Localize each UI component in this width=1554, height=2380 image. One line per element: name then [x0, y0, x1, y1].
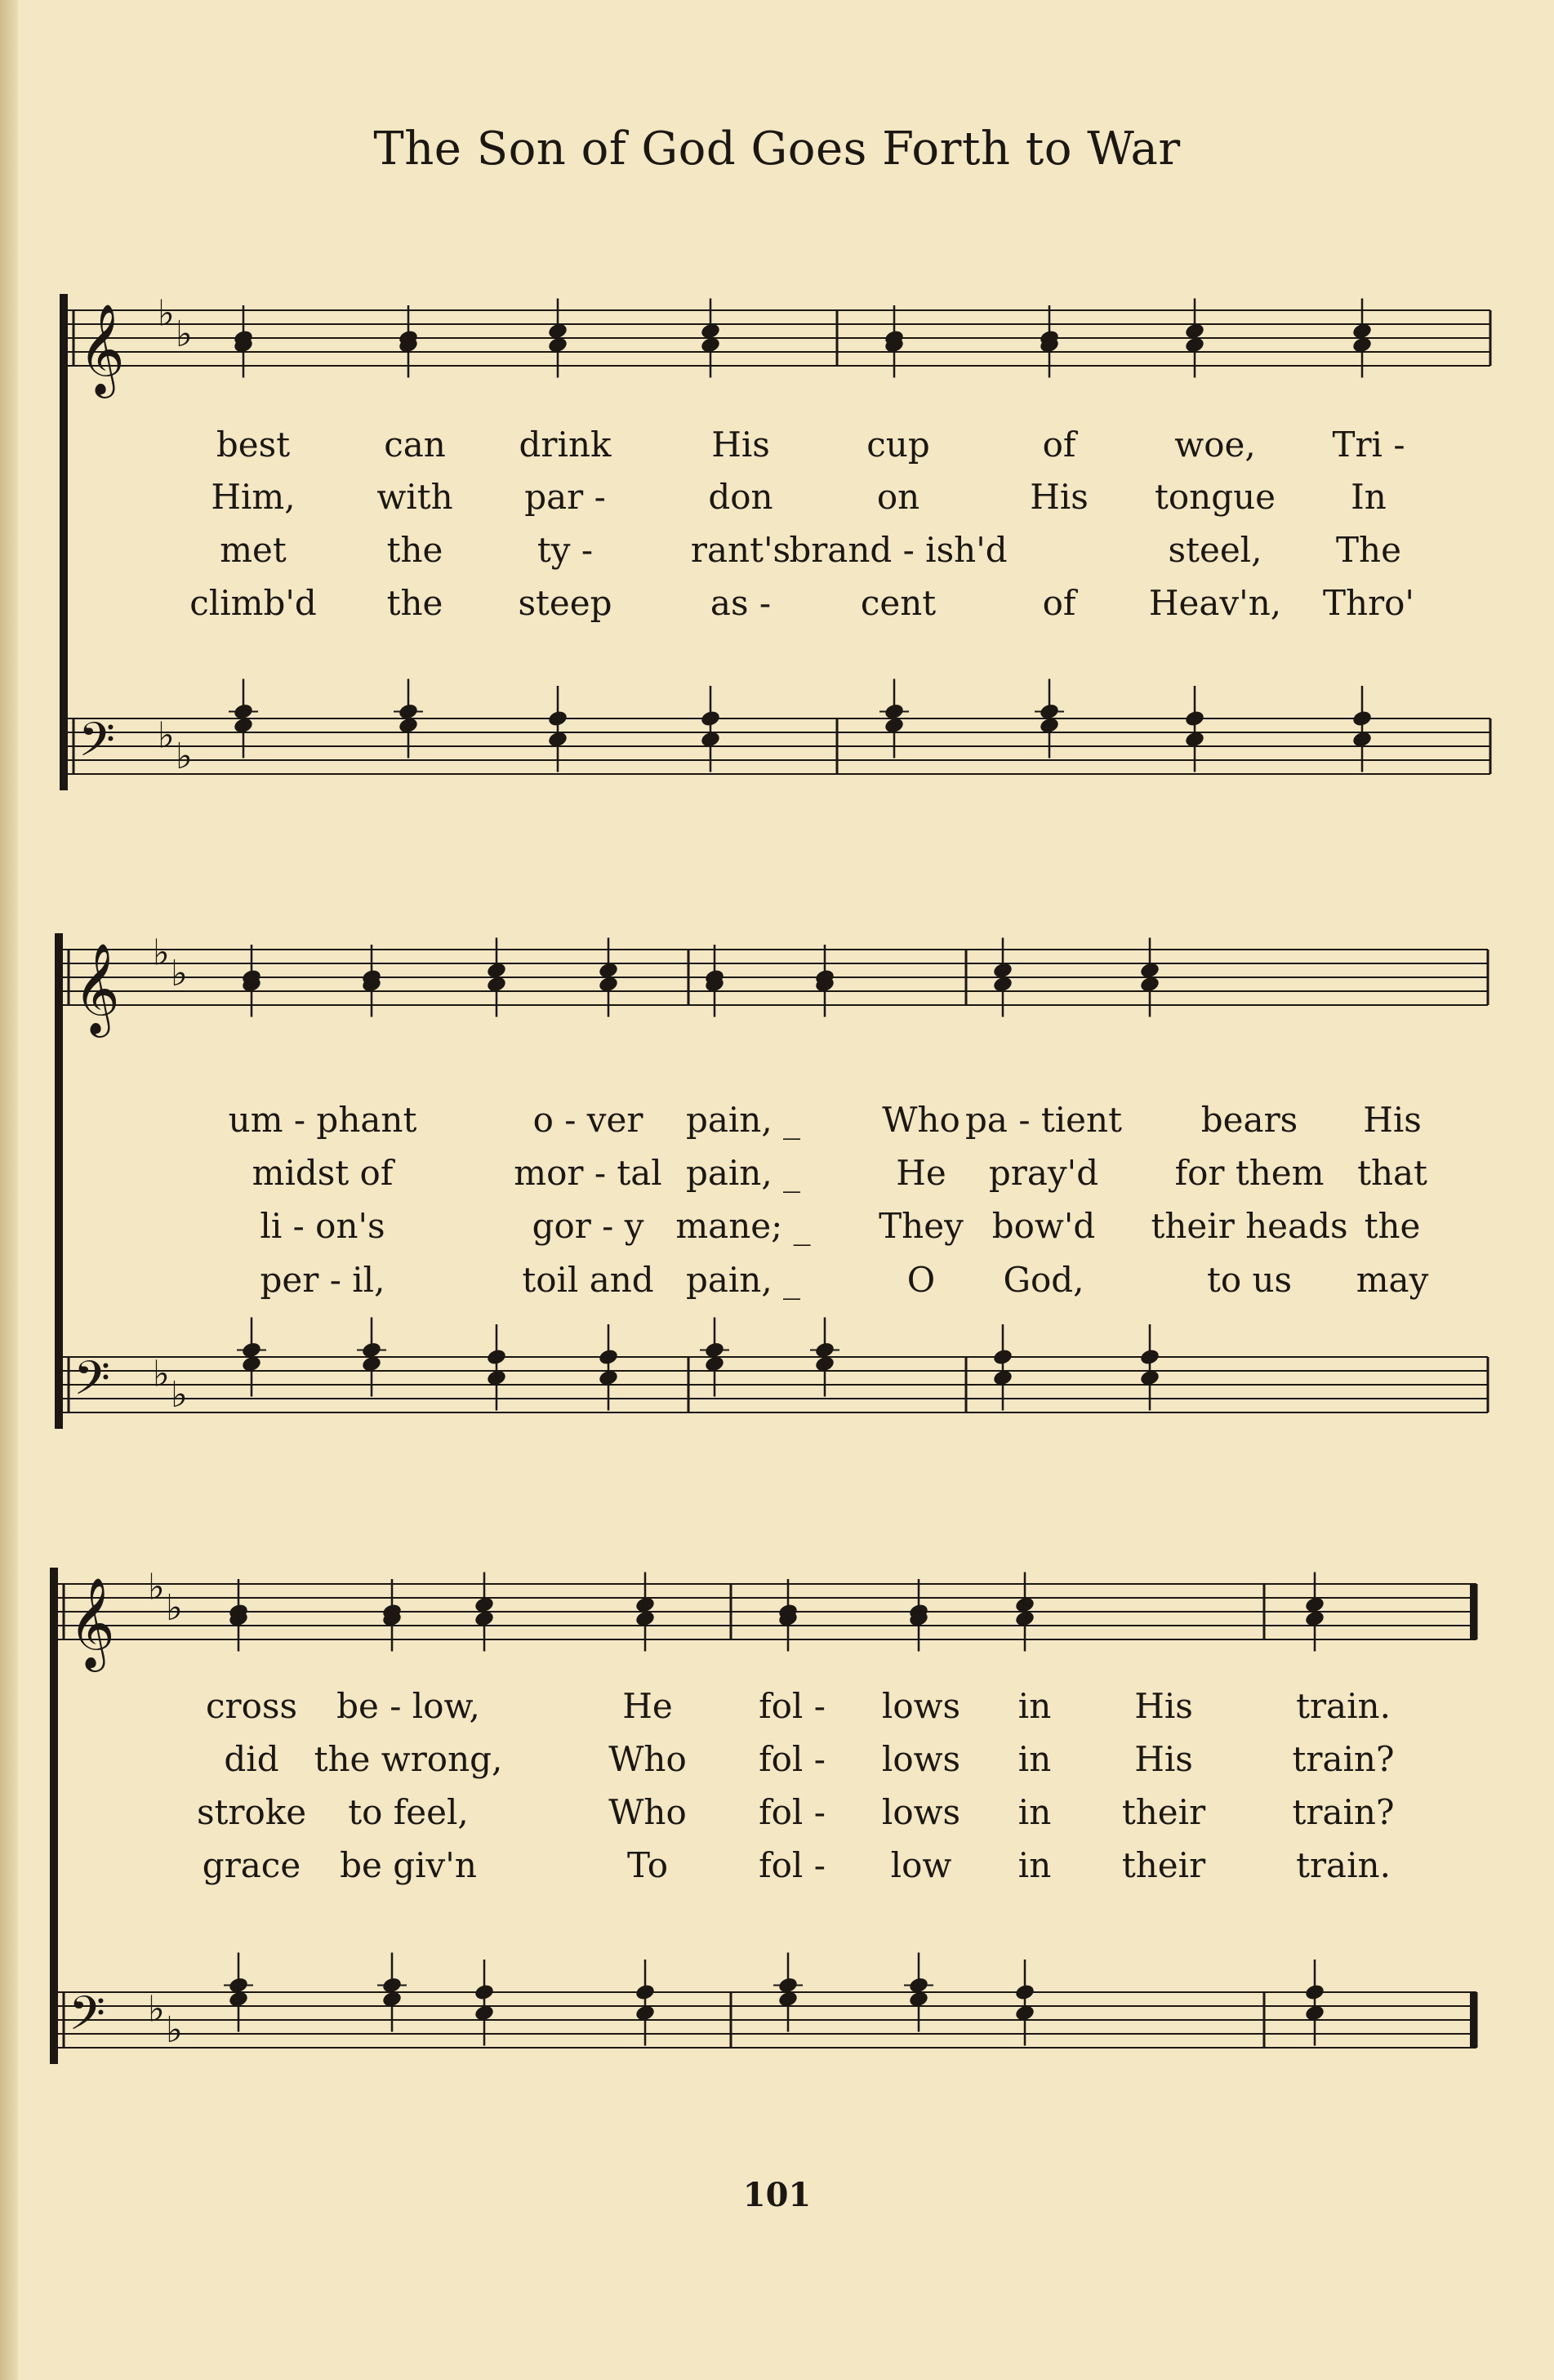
lyric-syllable: bears	[1200, 1100, 1298, 1140]
lyric-syllable: pain, _	[685, 1153, 801, 1193]
lyric-syllable: of	[1042, 425, 1076, 465]
lyric-syllable: train?	[1292, 1792, 1395, 1832]
lyric-syllable: cent	[860, 583, 937, 623]
lyric-syllable: lows	[881, 1739, 961, 1779]
lyric-syllable: the wrong,	[314, 1739, 503, 1779]
hymn-title: The Son of God Goes Forth to War	[373, 122, 1181, 176]
bass-clef-icon: 𝄢	[69, 1986, 106, 2053]
lyric-syllable: His	[1363, 1100, 1422, 1140]
flat-key-signature-icon: ♭	[171, 953, 188, 994]
lyric-syllable: of	[1042, 583, 1076, 623]
lyric-syllable: bow'd	[991, 1206, 1096, 1246]
lyric-syllable: fol -	[759, 1845, 826, 1885]
lyric-syllable: did	[224, 1739, 279, 1779]
lyric-syllable: toil and	[522, 1260, 654, 1300]
lyric-syllable: lows	[881, 1686, 961, 1726]
lyric-syllable: midst of	[252, 1153, 394, 1193]
lyric-syllable: the	[1364, 1206, 1421, 1246]
lyric-syllable: drink	[519, 425, 612, 465]
flat-key-signature-icon: ♭	[158, 292, 175, 335]
lyric-syllable: cross	[206, 1686, 297, 1726]
lyric-syllable: their heads	[1151, 1206, 1348, 1246]
lyric-syllable: rant's	[690, 530, 791, 570]
lyric-syllable: with	[376, 477, 453, 517]
lyric-syllable: In	[1351, 477, 1387, 517]
bass-clef-icon: 𝄢	[73, 1350, 111, 1417]
lyric-syllable: per - il,	[260, 1260, 385, 1300]
lyric-syllable: for them	[1174, 1153, 1325, 1193]
flat-key-signature-icon: ♭	[153, 932, 170, 974]
lyric-syllable: brand - ish'd	[789, 530, 1008, 570]
lyric-syllable: He	[622, 1686, 673, 1726]
flat-key-signature-icon: ♭	[166, 1587, 183, 1629]
flat-key-signature-icon: ♭	[166, 2009, 183, 2051]
lyric-syllable: steep	[518, 583, 612, 623]
treble-clef-icon: 𝄞	[78, 303, 125, 394]
lyric-syllable: The	[1336, 530, 1401, 570]
lyric-syllable: o - ver	[532, 1100, 643, 1140]
flat-key-signature-icon: ♭	[153, 1353, 170, 1395]
lyric-syllable: climb'd	[189, 583, 317, 623]
lyric-syllable: pray'd	[988, 1153, 1099, 1193]
lyric-syllable: lows	[881, 1792, 961, 1832]
lyric-syllable: best	[216, 425, 291, 465]
lyric-syllable: Who	[608, 1792, 687, 1832]
treble-clef-icon: 𝄞	[69, 1577, 115, 1668]
lyric-syllable: His	[1134, 1686, 1193, 1726]
lyric-syllable: in	[1017, 1686, 1052, 1726]
flat-key-signature-icon: ♭	[176, 736, 193, 777]
lyric-syllable: to us	[1206, 1260, 1293, 1300]
lyric-syllable: Thro'	[1323, 583, 1414, 623]
flat-key-signature-icon: ♭	[176, 314, 193, 355]
lyric-syllable: to feel,	[348, 1792, 469, 1832]
lyric-syllable: woe,	[1174, 425, 1256, 465]
lyric-syllable: in	[1017, 1845, 1052, 1885]
flat-key-signature-icon: ♭	[158, 714, 175, 757]
lyric-syllable: Who	[608, 1739, 687, 1779]
lyric-syllable: pain, _	[685, 1100, 801, 1140]
lyric-syllable: Tri -	[1332, 425, 1405, 465]
lyric-syllable: can	[384, 425, 446, 465]
lyric-syllable: fol -	[759, 1739, 826, 1779]
lyric-syllable: grace	[202, 1845, 301, 1885]
lyric-syllable: ty -	[537, 530, 594, 570]
lyric-syllable: cup	[866, 425, 930, 465]
lyric-syllable: mor - tal	[514, 1153, 662, 1193]
flat-key-signature-icon: ♭	[171, 1374, 188, 1416]
lyric-syllable: O	[906, 1260, 936, 1300]
lyric-syllable: fol -	[759, 1686, 826, 1726]
lyric-syllable: pa - tient	[965, 1100, 1122, 1140]
lyric-syllable: Him,	[211, 477, 296, 517]
lyric-syllable: may	[1356, 1260, 1429, 1300]
lyric-syllable: His	[1030, 477, 1089, 517]
lyric-syllable: their	[1121, 1845, 1206, 1885]
lyric-syllable: His	[711, 425, 770, 465]
lyric-syllable: He	[896, 1153, 946, 1193]
lyric-syllable: train?	[1292, 1739, 1395, 1779]
lyric-syllable: low	[890, 1845, 952, 1885]
lyric-syllable: steel,	[1168, 530, 1262, 570]
lyric-syllable: um - phant	[228, 1100, 417, 1140]
page-number: 101	[742, 2176, 812, 2214]
lyric-syllable: pain, _	[685, 1260, 801, 1300]
lyric-syllable: train.	[1296, 1686, 1391, 1726]
lyric-syllable: Who	[882, 1100, 960, 1140]
lyric-syllable: tongue	[1154, 477, 1276, 517]
lyric-syllable: They	[879, 1206, 964, 1246]
bass-clef-icon: 𝄢	[78, 712, 116, 779]
lyric-syllable: as -	[710, 583, 772, 623]
lyric-syllable: li - on's	[260, 1206, 385, 1246]
lyric-syllable: be - low,	[336, 1686, 480, 1726]
lyric-syllable: their	[1121, 1792, 1206, 1832]
lyric-syllable: don	[708, 477, 773, 517]
lyric-syllable: be giv'n	[340, 1845, 477, 1885]
final-barline	[1470, 1584, 1476, 1639]
lyric-syllable: To	[626, 1845, 669, 1885]
lyric-syllable: the	[386, 583, 443, 623]
lyric-syllable: that	[1357, 1153, 1427, 1193]
final-barline	[1470, 1992, 1476, 2048]
flat-key-signature-icon: ♭	[148, 1566, 165, 1608]
lyric-syllable: in	[1017, 1739, 1052, 1779]
lyric-syllable: stroke	[196, 1792, 307, 1832]
lyric-syllable: the	[386, 530, 443, 570]
lyric-syllable: gor - y	[532, 1206, 644, 1246]
lyric-syllable: par -	[524, 477, 606, 517]
lyric-syllable: Heav'n,	[1148, 583, 1282, 623]
lyric-syllable: train.	[1296, 1845, 1391, 1885]
treble-clef-icon: 𝄞	[73, 942, 120, 1034]
lyric-syllable: mane; _	[675, 1206, 811, 1246]
lyric-syllable: met	[220, 530, 287, 570]
lyric-syllable: fol -	[759, 1792, 826, 1832]
lyric-syllable: His	[1134, 1739, 1193, 1779]
flat-key-signature-icon: ♭	[148, 1988, 165, 2031]
lyric-syllable: in	[1017, 1792, 1052, 1832]
lyric-syllable: on	[876, 477, 920, 517]
lyric-syllable: God,	[1003, 1260, 1084, 1300]
